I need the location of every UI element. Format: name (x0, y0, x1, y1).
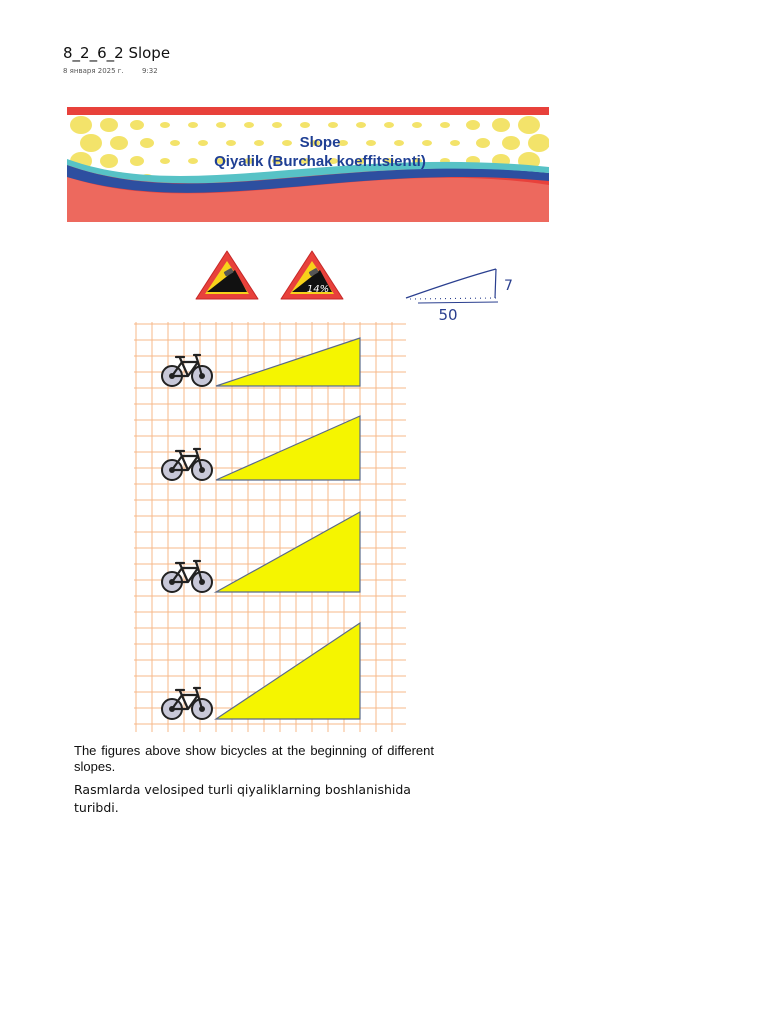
sketch-rise-label: 7 (504, 278, 513, 294)
steep-hill-sign-icon (196, 251, 258, 299)
handwritten-sketch (400, 264, 520, 324)
steep-hill-sign-percent-icon (281, 251, 343, 299)
slopes-grid (134, 322, 406, 732)
bicycle-icon (162, 355, 212, 386)
slope-triangle (216, 338, 360, 386)
bicycle-icon (162, 561, 212, 592)
page-title: 8_2_6_2 Slope (63, 44, 171, 62)
slope-triangle (216, 512, 360, 592)
bicycle-icon (162, 688, 212, 719)
sketch-run-label: 50 (438, 306, 458, 324)
road-signs (194, 248, 346, 302)
slope-triangle (216, 623, 360, 719)
slopes-figure (134, 322, 406, 732)
caption-english: The figures above show bicycles at the beginning of different slopes. (74, 743, 434, 774)
banner-title-uz: Qiyalik (Burchak koeffitsienti) (214, 153, 426, 170)
sign-percent-label: 14% (306, 284, 330, 295)
bicycle-icon (162, 449, 212, 480)
caption-uzbek: Rasmlarda velosiped turli qiyaliklarning boshlanishida turibdi. (74, 782, 411, 815)
caption (74, 743, 434, 817)
page-date: 8 января 2025 г. (63, 67, 124, 75)
page-meta (63, 67, 158, 75)
slope-banner (67, 107, 549, 222)
banner-title-en: Slope (299, 134, 341, 151)
slope-triangle (216, 416, 360, 480)
page-time: 9:32 (141, 67, 158, 75)
